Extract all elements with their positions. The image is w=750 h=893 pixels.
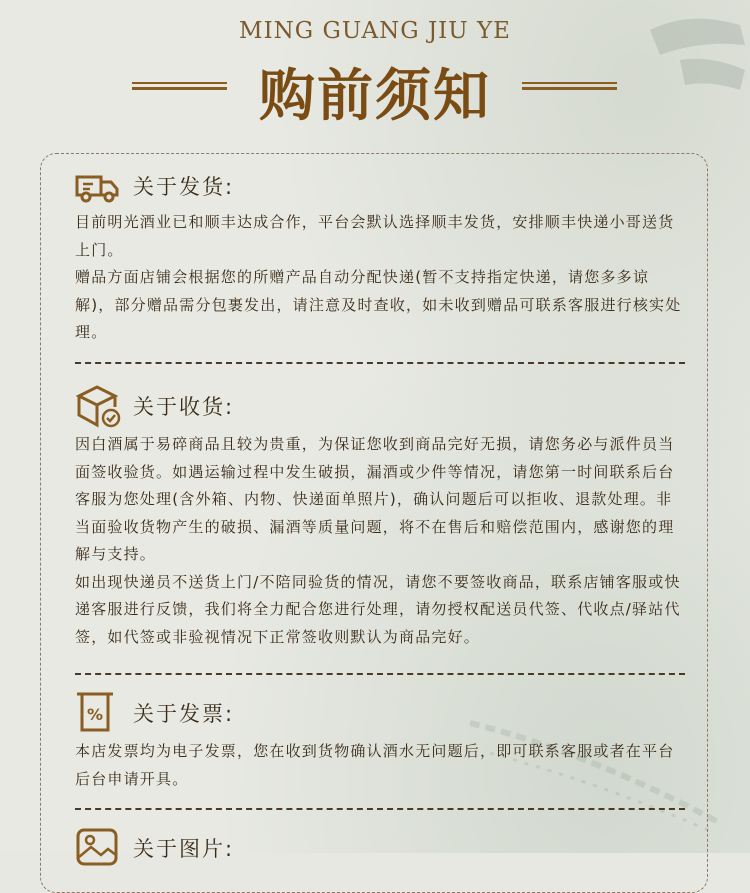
paragraph: 因白酒属于易碎商品且较为贵重，为保证您收到商品完好无损，请您务必与派件员当面签收验货。如遇运输过程中发生破损，漏酒或少件等情况，请您第一时间联系后台客服为您处理(含外箱、内物、快递面单照片)，确认问题后可以拒收、退款处理。非当面验收货物产生的破损、漏酒等质量问题，将不在售后和赔偿范围内，感谢您的理解与支持。 <box>75 435 675 563</box>
paragraph: 目前明光酒业已和顺丰达成合作，平台会默认选择顺丰发货，安排顺丰快递小哥送货上门。 <box>75 213 675 259</box>
dashed-divider <box>75 362 685 364</box>
section-title: 关于收货: <box>133 395 235 419</box>
paragraph: 本店发票均为电子发票，您在收到货物确认酒水无问题后，即可联系客服或者在平台后台申请开具。 <box>75 742 675 788</box>
image-icon <box>75 825 121 871</box>
section-title: 关于发票: <box>133 702 235 726</box>
title-row <box>0 52 750 129</box>
svg-text:%: % <box>86 705 104 724</box>
dashed-divider <box>75 673 685 675</box>
dashed-divider <box>75 808 685 810</box>
section-images <box>75 825 685 871</box>
section-shipping <box>75 163 685 347</box>
package-check-icon <box>75 383 121 429</box>
invoice-icon <box>75 690 121 736</box>
section-title: 关于发货: <box>133 175 235 199</box>
paragraph: 如出现快递员不送货上门/不陪同验货的情况，请您不要签收商品，联系店铺客服或快递客服进行反馈，我们将全力配合您进行处理，请勿授权配送员代签、代收点/驿站代签，如代签或非验视情况下正常签收则默认为商品完好。 <box>75 572 681 646</box>
paragraph: 赠品方面店铺会根据您的所赠产品自动分配快递(暂不支持指定快递，请您多多谅解)，部分赠品需分包裹发出，请注意及时查收，如未收到赠品可联系客服进行核实处理。 <box>75 268 682 341</box>
page-title: 购前须知 <box>259 63 491 129</box>
brand-subtitle: MING GUANG JIU YE <box>239 18 511 44</box>
section-receiving <box>75 383 685 651</box>
truck-icon <box>75 163 121 209</box>
title-decor-line-right <box>522 82 617 92</box>
section-invoice <box>75 690 685 793</box>
section-title: 关于图片: <box>133 837 235 861</box>
